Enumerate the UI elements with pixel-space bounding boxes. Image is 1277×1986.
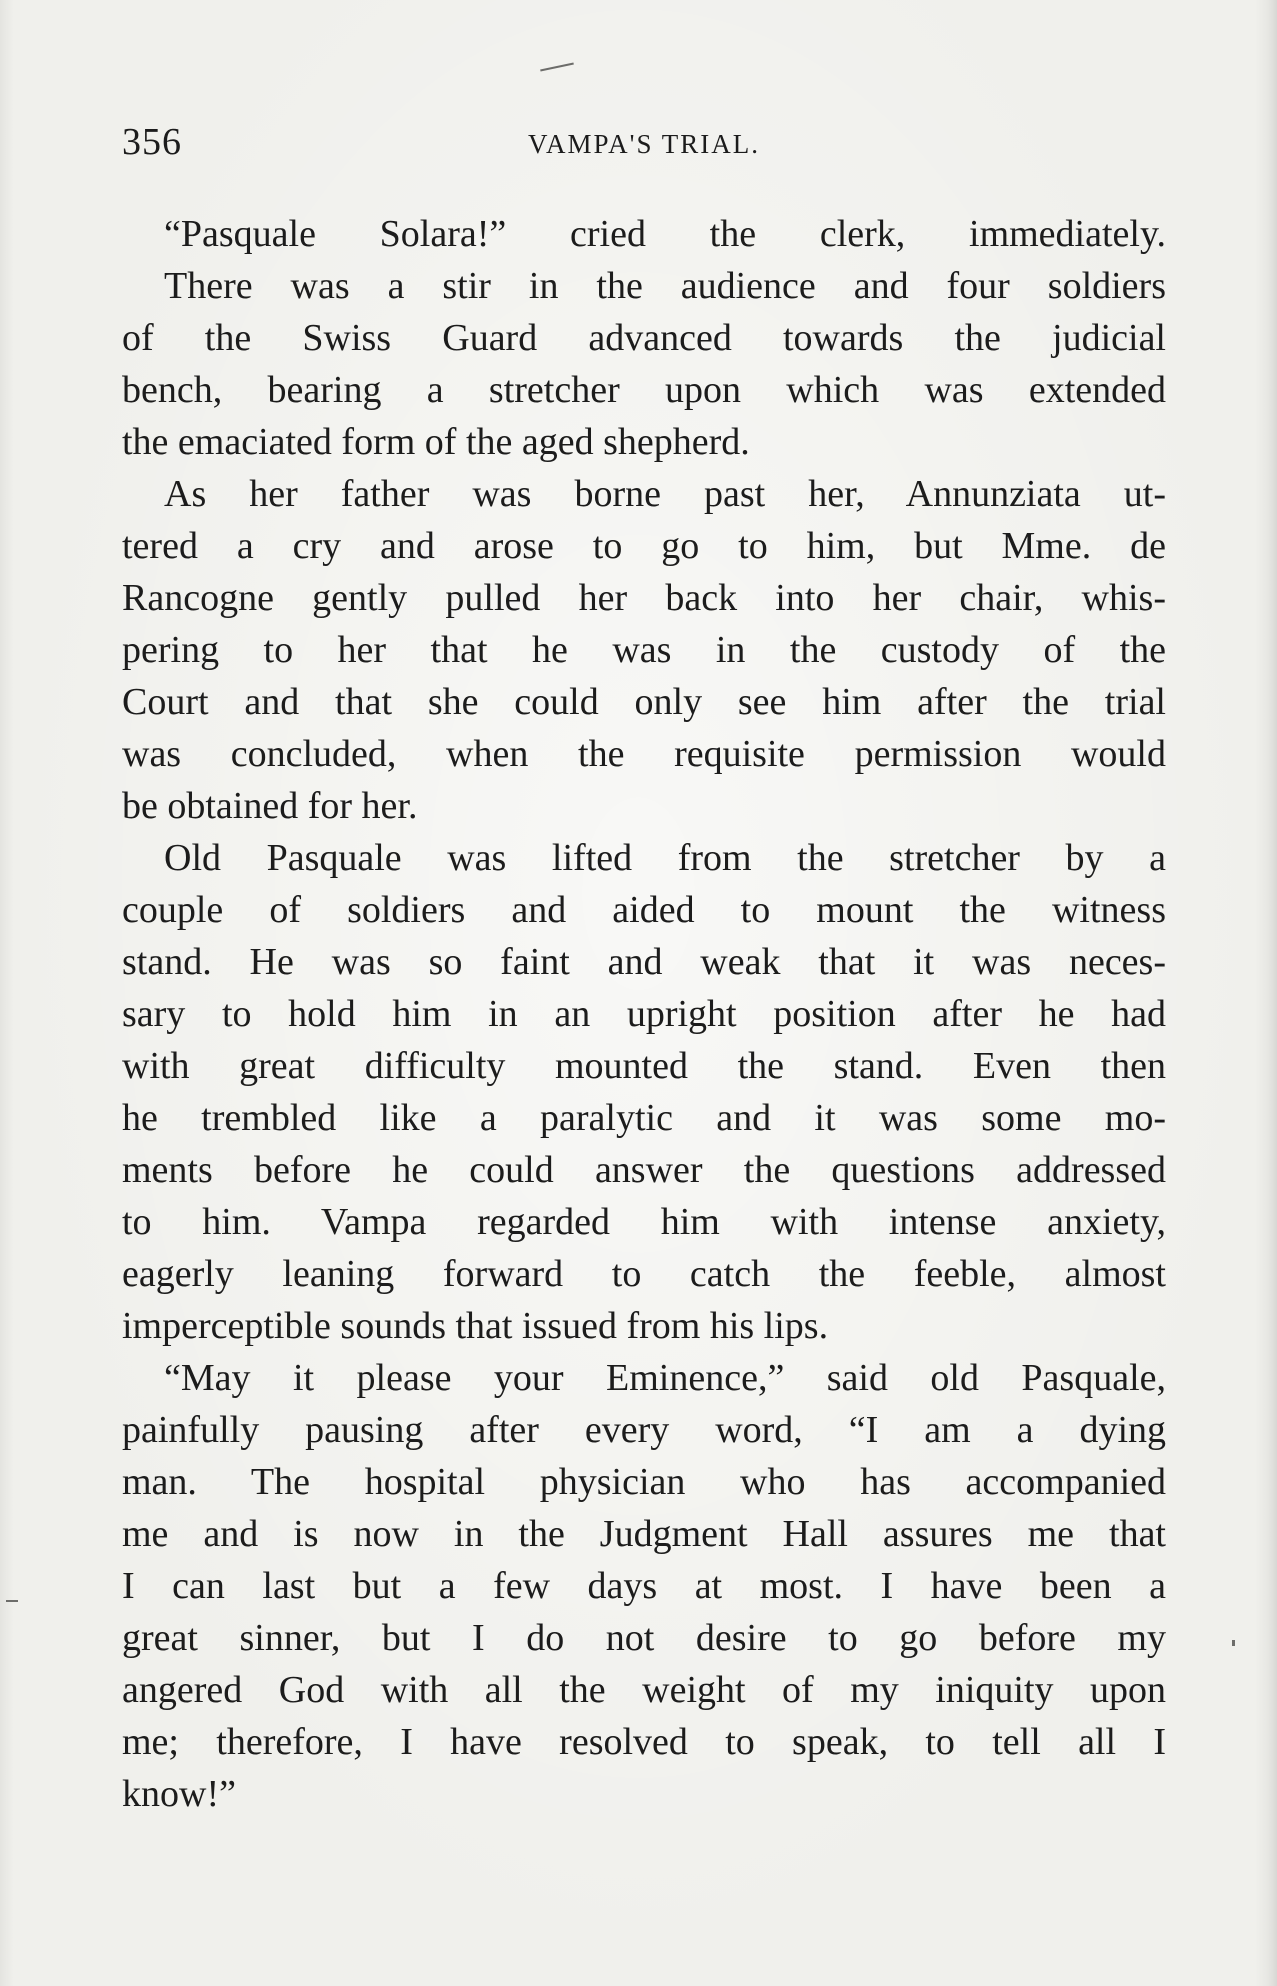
text-line: great sinner, but I do not desire to go before my xyxy=(122,1617,1166,1659)
text-line: he trembled like a paralytic and it was some mo- xyxy=(122,1097,1166,1139)
body-text xyxy=(122,208,1166,1820)
text-line: pering to her that he was in the custody of the xyxy=(122,629,1166,671)
page-left-edge-shadow xyxy=(0,0,14,1986)
text-line: Old Pasquale was lifted from the stretcher by a xyxy=(164,837,1166,879)
text-line: of the Swiss Guard advanced towards the judicial xyxy=(122,317,1166,359)
running-title: VAMPA'S TRIAL. xyxy=(528,129,760,159)
text-line: I can last but a few days at most. I have been a xyxy=(122,1565,1166,1607)
text-line: Court and that she could only see him after the trial xyxy=(122,681,1166,723)
scan-speck xyxy=(6,1600,18,1602)
text-line: There was a stir in the audience and four soldiers xyxy=(164,265,1166,307)
text-line: bench, bearing a stretcher upon which was extended xyxy=(122,369,1166,411)
text-line: to him. Vampa regarded him with intense anxiety, xyxy=(122,1201,1166,1243)
text-line: sary to hold him in an upright position after he had xyxy=(122,993,1166,1035)
text-line: ments before he could answer the questions addressed xyxy=(122,1149,1166,1191)
text-line: me; therefore, I have resolved to speak, to tell all I xyxy=(122,1721,1166,1763)
text-line: couple of soldiers and aided to mount the witness xyxy=(122,889,1166,931)
page-right-edge-shadow xyxy=(1255,0,1277,1986)
text-line: imperceptible sounds that issued from his lips. xyxy=(122,1305,829,1347)
text-line: tered a cry and arose to go to him, but Mme. de xyxy=(122,525,1166,567)
text-line: angered God with all the weight of my iniquity upon xyxy=(122,1669,1166,1711)
text-line: “Pasquale Solara!” cried the clerk, immediately. xyxy=(164,213,1166,255)
text-line: the emaciated form of the aged shepherd. xyxy=(122,421,750,463)
page-number: 356 xyxy=(122,121,182,163)
text-line: be obtained for her. xyxy=(122,785,418,827)
text-line: As her father was borne past her, Annunziata ut- xyxy=(164,473,1166,515)
text-line: “May it please your Eminence,” said old Pasquale, xyxy=(164,1357,1166,1399)
text-line: man. The hospital physician who has accompanied xyxy=(122,1461,1166,1503)
text-line: Rancogne gently pulled her back into her chair, whis- xyxy=(122,577,1166,619)
text-line: was concluded, when the requisite permission would xyxy=(122,733,1166,775)
page-header xyxy=(122,120,1166,164)
text-line: stand. He was so faint and weak that it was neces- xyxy=(122,941,1166,983)
text-line: with great difficulty mounted the stand. Even then xyxy=(122,1045,1166,1087)
text-line: me and is now in the Judgment Hall assures me that xyxy=(122,1513,1166,1555)
text-line: eagerly leaning forward to catch the feeble, almost xyxy=(122,1253,1166,1295)
text-line: know!” xyxy=(122,1773,236,1815)
scan-speck xyxy=(1232,1640,1235,1646)
text-line: painfully pausing after every word, “I am a dying xyxy=(122,1409,1166,1451)
scan-speck xyxy=(540,62,574,71)
